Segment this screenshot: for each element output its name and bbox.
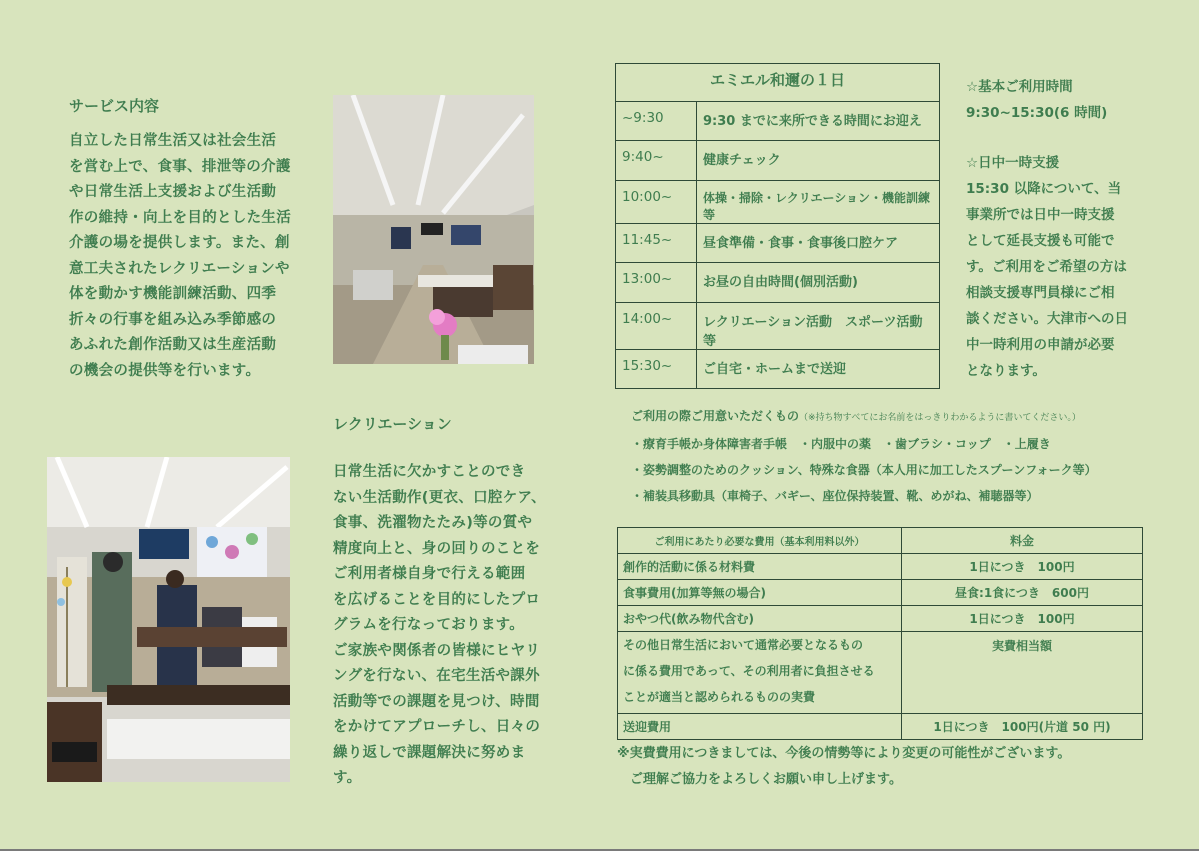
basic-hours-heading: ☆基本ご利用時間 bbox=[966, 79, 1073, 95]
items-list-item: ・補装具移動具（車椅子、バギー、座位保持装置、靴、めがね、補聴器等） bbox=[631, 489, 1039, 503]
schedule-time: 15:30~ bbox=[616, 349, 697, 388]
fee-item: おやつ代(飲み物代含む) bbox=[618, 606, 902, 632]
day-support-line: となります。 bbox=[966, 363, 1046, 379]
fee-row bbox=[618, 714, 1143, 740]
items-note: （※持ち物すべてにお名前をはっきりわかるように書いてください。） bbox=[799, 413, 1081, 423]
service-line: 体を動かす機能訓練活動、四季 bbox=[69, 286, 277, 302]
recreation-line: ご家族や関係者の皆様にヒヤリ bbox=[333, 642, 541, 659]
schedule-activity: お昼の自由時間(個別活動) bbox=[697, 263, 940, 302]
day-support-line: 談ください。大津市への日 bbox=[966, 311, 1128, 327]
service-line: 折々の行事を組み込み季節感の bbox=[69, 311, 277, 328]
schedule-activity: 体操・掃除・レクリエーション・機能訓練等 bbox=[697, 180, 940, 223]
schedule-time: ~9:30 bbox=[616, 102, 697, 141]
day-support-line: 相談支援専門員様にご相 bbox=[966, 285, 1115, 301]
service-line: あふれた創作活動又は生産活動 bbox=[69, 337, 277, 353]
fee-header-item: ご利用にあたり必要な費用（基本利用料以外） bbox=[618, 528, 902, 554]
schedule-row bbox=[616, 302, 940, 349]
recreation-line: 日常生活に欠かすことのでき bbox=[333, 464, 526, 480]
schedule-activity: 昼食準備・食事・食事後口腔ケア bbox=[697, 223, 940, 262]
footer-notes bbox=[617, 741, 1070, 793]
fee-item: 創作的活動に係る材料費 bbox=[618, 554, 902, 580]
fee-header-price: 料金 bbox=[902, 528, 1143, 554]
service-line: 作の維持・向上を目的とした生活 bbox=[69, 209, 291, 226]
items-heading: ご利用の際ご用意いただくもの bbox=[631, 409, 800, 423]
day-support-heading: ☆日中一時支援 bbox=[966, 155, 1060, 171]
schedule-row bbox=[616, 141, 940, 180]
fee-table bbox=[617, 527, 1143, 740]
schedule-time: 10:00~ bbox=[616, 180, 697, 223]
day-support-line: す。ご利用をご希望の方は bbox=[966, 259, 1127, 275]
schedule-time: 9:40~ bbox=[616, 141, 697, 180]
fee-item: 送迎費用 bbox=[618, 714, 902, 740]
schedule-time: 11:45~ bbox=[616, 223, 697, 262]
recreation-description bbox=[333, 460, 546, 792]
recreation-line: 活動等での課題を見つけ、時間 bbox=[333, 693, 540, 710]
fee-header-row bbox=[618, 528, 1143, 554]
recreation-line: グラムを行なっております。 bbox=[333, 617, 525, 633]
recreation-line: 精度向上と、身の回りのことを bbox=[333, 540, 541, 557]
recreation-line: す。 bbox=[333, 770, 362, 786]
schedule-activity: ご自宅・ホームまで送迎 bbox=[697, 349, 940, 388]
daily-schedule-table bbox=[615, 63, 940, 389]
recreation-line: を広げることを目的にしたプロ bbox=[333, 591, 541, 608]
day-support-line: 15:30 以降について、当 bbox=[966, 181, 1122, 197]
service-line: を営む上で、食事、排泄等の介護 bbox=[69, 158, 291, 175]
service-description bbox=[69, 129, 291, 384]
items-section bbox=[631, 403, 1097, 509]
fee-price: 1日につき 100円(片道 50 円) bbox=[902, 714, 1143, 740]
fee-item: 食事費用(加算等無の場合) bbox=[618, 580, 902, 606]
fee-price: 1日につき 100円 bbox=[902, 606, 1143, 632]
service-line: 自立した日常生活又は社会生活 bbox=[69, 133, 277, 149]
schedule-row bbox=[616, 223, 940, 262]
basic-hours-value: 9:30~15:30(6 時間) bbox=[966, 105, 1108, 121]
recreation-heading: レクリエーション bbox=[333, 415, 452, 433]
recreation-line: をかけてアプローチし、日々の bbox=[333, 719, 541, 735]
fee-item-line: ことが適当と認められるものの実費 bbox=[623, 690, 816, 704]
schedule-time: 14:00~ bbox=[616, 302, 697, 349]
footer-note-1: ※実費費用につきましては、今後の情勢等により変更の可能性がございます。 bbox=[617, 746, 1071, 761]
fee-price: 1日につき 100円 bbox=[902, 554, 1143, 580]
day-support-line: 中一時利用の申請が必要 bbox=[966, 337, 1115, 353]
fee-price: 実費相当額 bbox=[902, 632, 1143, 714]
fee-row bbox=[618, 580, 1143, 606]
footer-note-2: ご理解ご協力をよろしくお願い申し上げます。 bbox=[630, 772, 902, 787]
schedule-activity: レクリエーション活動 スポーツ活動等 bbox=[697, 302, 940, 349]
service-heading: サービス内容 bbox=[69, 97, 160, 115]
fee-item-line: その他日常生活において通常必要となるもの bbox=[623, 638, 864, 652]
recreation-line: ない生活動作(更衣、口腔ケア、 bbox=[333, 489, 546, 506]
service-line: や日常生活上支援および生活動 bbox=[69, 184, 277, 200]
schedule-activity: 健康チェック bbox=[697, 141, 940, 180]
fee-item bbox=[618, 632, 902, 714]
schedule-row bbox=[616, 349, 940, 388]
items-list-item: ・姿勢調整のためのクッション、特殊な食器（本人用に加工したスプーンフォーク等） bbox=[631, 463, 1097, 477]
recreation-line: 繰り返しで課題解決に努めま bbox=[333, 744, 526, 761]
service-line: の機会の提供等を行います。 bbox=[69, 362, 261, 379]
schedule-time: 13:00~ bbox=[616, 263, 697, 302]
fee-row bbox=[618, 606, 1143, 632]
recreation-line: ングを行ない、在宅生活や課外 bbox=[333, 668, 540, 684]
schedule-row bbox=[616, 180, 940, 223]
schedule-title: エミエル和邇の１日 bbox=[616, 64, 940, 102]
room-photo bbox=[333, 95, 534, 364]
activity-photo bbox=[47, 457, 290, 782]
fee-row bbox=[618, 554, 1143, 580]
items-list-item: ・療育手帳か身体障害者手帳 ・内服中の薬 ・歯ブラシ・コップ ・上履き bbox=[631, 437, 1051, 451]
service-line: 意工夫されたレクリエーションや bbox=[69, 260, 290, 277]
fee-item-line: に係る費用であって、その利用者に負担させる bbox=[623, 664, 875, 678]
recreation-line: 食事、洗濯物たたみ)等の質や bbox=[333, 515, 533, 531]
recreation-line: ご利用者様自身で行える範囲 bbox=[333, 566, 526, 582]
day-support-line: 事業所では日中一時支援 bbox=[966, 207, 1115, 223]
service-line: 介護の場を提供します。また、創 bbox=[69, 235, 290, 251]
hours-section bbox=[966, 74, 1128, 384]
fee-price: 昼食:1食につき 600円 bbox=[902, 580, 1143, 606]
fee-row bbox=[618, 632, 1143, 714]
schedule-row bbox=[616, 102, 940, 141]
day-support-line: として延長支援も可能で bbox=[966, 233, 1115, 249]
schedule-row bbox=[616, 263, 940, 302]
schedule-activity: 9:30 までに来所できる時間にお迎え bbox=[697, 102, 940, 141]
